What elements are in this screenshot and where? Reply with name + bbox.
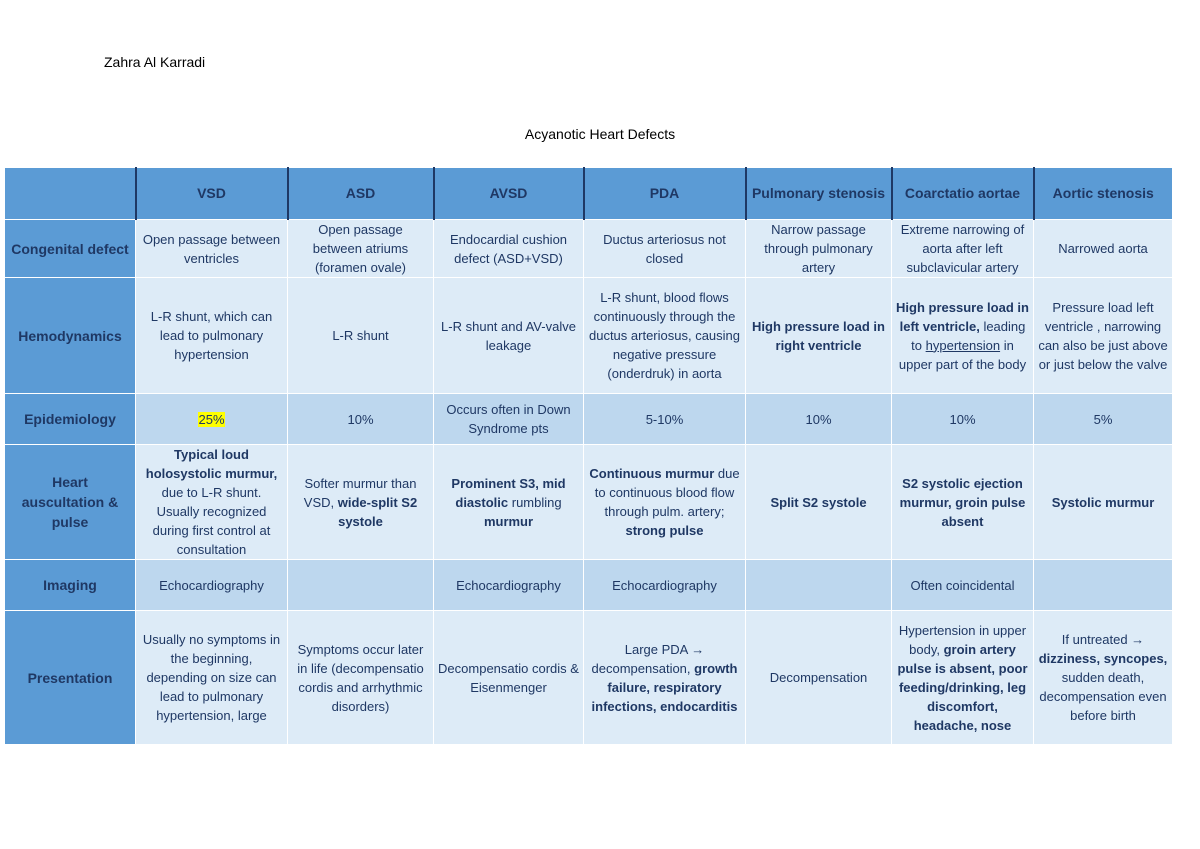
cell-congenital-pda: Ductus arteriosus not closed	[584, 220, 746, 278]
table-row	[5, 220, 1173, 278]
cell-epidemiology-asd: 10%	[288, 394, 434, 445]
cell-hemodynamics-pda: L-R shunt, blood flows continuously through the ductus arteriosus, causing negative pressure (onderdruk) in aorta	[584, 278, 746, 394]
hemodynamics-ps-bold: High pressure load in right ventricle	[752, 318, 885, 353]
cell-hemodynamics-as: Pressure load left ventricle , narrowing can also be just above or just below the valve	[1034, 278, 1173, 394]
cell-epidemiology-pda: 5-10%	[584, 394, 746, 445]
cell-imaging-as	[1034, 560, 1173, 611]
auscultation-avsd-bold2: murmur	[483, 513, 534, 529]
cell-congenital-coa: Extreme narrowing of aorta after left subclavicular artery	[892, 220, 1034, 278]
cell-hemodynamics-ps	[746, 278, 892, 394]
cell-imaging-pda: Echocardiography	[584, 560, 746, 611]
presentation-as-text2: sudden death, decompensation even before birth	[1039, 670, 1167, 723]
cell-presentation-asd: Symptoms occur later in life (decompensatio cordis and arrhythmic disorders)	[288, 611, 434, 745]
cell-hemodynamics-asd: L-R shunt	[288, 278, 434, 394]
hemodynamics-coa-text1: leading to	[911, 318, 1026, 353]
auscultation-coa-bold: S2 systolic ejection murmur, groin pulse absent	[899, 475, 1026, 529]
auscultation-vsd-text: due to L-R shunt. Usually recognized during first control at consultation	[152, 485, 271, 557]
cell-imaging-asd	[288, 560, 434, 611]
cell-imaging-vsd: Echocardiography	[136, 560, 288, 611]
header-row	[5, 168, 1173, 220]
cell-presentation-ps: Decompensation	[746, 611, 892, 745]
header-aortic-stenosis: Aortic stenosis	[1034, 168, 1173, 220]
row-label-imaging: Imaging	[5, 560, 136, 611]
auscultation-asd-bold: wide-split S2 systole	[337, 494, 418, 529]
cell-presentation-vsd: Usually no symptoms in the beginning, depending on size can lead to pulmonary hypertension, large	[136, 611, 288, 745]
header-vsd: VSD	[136, 168, 288, 220]
cell-epidemiology-coa: 10%	[892, 394, 1034, 445]
cell-epidemiology-avsd: Occurs often in Down Syndrome pts	[434, 394, 584, 445]
table-row	[5, 278, 1173, 394]
auscultation-pda-text: due to continuous blood flow through pulm. artery;	[594, 466, 740, 519]
auscultation-pda-bold2: strong pulse	[625, 523, 704, 538]
header-pulmonary-stenosis: Pulmonary stenosis	[746, 168, 892, 220]
cell-epidemiology-as: 5%	[1034, 394, 1173, 445]
cell-hemodynamics-avsd: L-R shunt and AV-valve leakage	[434, 278, 584, 394]
presentation-coa-text: Hypertension in upper body,	[898, 622, 1027, 657]
header-avsd: AVSD	[434, 168, 584, 220]
cell-congenital-asd: Open passage between atriums (foramen ovale)	[288, 220, 434, 278]
cell-presentation-coa	[892, 611, 1034, 745]
cell-hemodynamics-vsd: L-R shunt, which can lead to pulmonary hypertension	[136, 278, 288, 394]
cell-auscultation-avsd	[434, 445, 584, 560]
row-label-congenital: Congenital defect	[5, 220, 136, 278]
cell-auscultation-pda	[584, 445, 746, 560]
heart-defects-table	[4, 167, 1173, 745]
cell-presentation-as	[1034, 611, 1173, 745]
row-label-auscultation: Heart auscultation & pulse	[5, 445, 136, 560]
row-label-presentation: Presentation	[5, 611, 136, 745]
row-label-hemodynamics: Hemodynamics	[5, 278, 136, 394]
hemodynamics-coa-bold: High pressure load in left ventricle,	[896, 299, 1029, 334]
header-corner	[5, 168, 136, 220]
header-asd: ASD	[288, 168, 434, 220]
presentation-as-bold: dizziness, syncopes,	[1038, 651, 1168, 666]
auscultation-asd-text: Softer murmur than VSD,	[303, 475, 417, 510]
header-coarctatio-aortae: Coarctatio aortae	[892, 168, 1034, 220]
cell-congenital-ps: Narrow passage through pulmonary artery	[746, 220, 892, 278]
presentation-pda-text: Large PDA → decompensation,	[591, 641, 705, 676]
cell-auscultation-coa	[892, 445, 1034, 560]
highlighted-percentage: 25%	[198, 411, 225, 427]
presentation-coa-bold: groin artery pulse is absent, poor feeding/drinking, leg discomfort, headache, nose	[897, 641, 1028, 733]
table-row	[5, 560, 1173, 611]
cell-imaging-ps	[746, 560, 892, 611]
auscultation-as-bold: Systolic murmur	[1051, 494, 1155, 510]
cell-auscultation-as	[1034, 445, 1173, 560]
cell-auscultation-ps	[746, 445, 892, 560]
cell-presentation-avsd: Decompensatio cordis & Eisenmenger	[434, 611, 584, 745]
cell-congenital-avsd: Endocardial cushion defect (ASD+VSD)	[434, 220, 584, 278]
cell-imaging-avsd: Echocardiography	[434, 560, 584, 611]
hemodynamics-coa-text2: in upper part of the body	[898, 337, 1027, 372]
document-title: Acyanotic Heart Defects	[524, 126, 676, 142]
auscultation-avsd-text: rumbling	[511, 494, 562, 510]
cell-auscultation-asd	[288, 445, 434, 560]
cell-epidemiology-vsd	[136, 394, 288, 445]
auscultation-pda-bold1: Continuous murmur	[589, 466, 715, 481]
cell-imaging-coa: Often coincidental	[892, 560, 1034, 611]
author-name: Zahra Al Karradi	[104, 54, 206, 70]
auscultation-avsd-bold1: Prominent S3, mid diastolic	[451, 475, 566, 510]
auscultation-ps-bold: Split S2 systole	[770, 494, 867, 510]
header-pda: PDA	[584, 168, 746, 220]
table-row	[5, 445, 1173, 560]
hemodynamics-coa-underline: hypertension	[925, 337, 1001, 353]
cell-congenital-vsd: Open passage between ventricles	[136, 220, 288, 278]
cell-hemodynamics-coa	[892, 278, 1034, 394]
presentation-pda-bold: growth failure, respiratory infections, endocarditis	[591, 660, 738, 714]
presentation-as-text1: If untreated →	[1061, 632, 1145, 647]
auscultation-vsd-bold: Typical loud holosystolic murmur,	[145, 447, 278, 481]
table-row	[5, 394, 1173, 445]
cell-presentation-pda	[584, 611, 746, 745]
cell-congenital-as: Narrowed aorta	[1034, 220, 1173, 278]
cell-auscultation-vsd	[136, 445, 288, 560]
row-label-epidemiology: Epidemiology	[5, 394, 136, 445]
table-row	[5, 611, 1173, 745]
cell-epidemiology-ps: 10%	[746, 394, 892, 445]
